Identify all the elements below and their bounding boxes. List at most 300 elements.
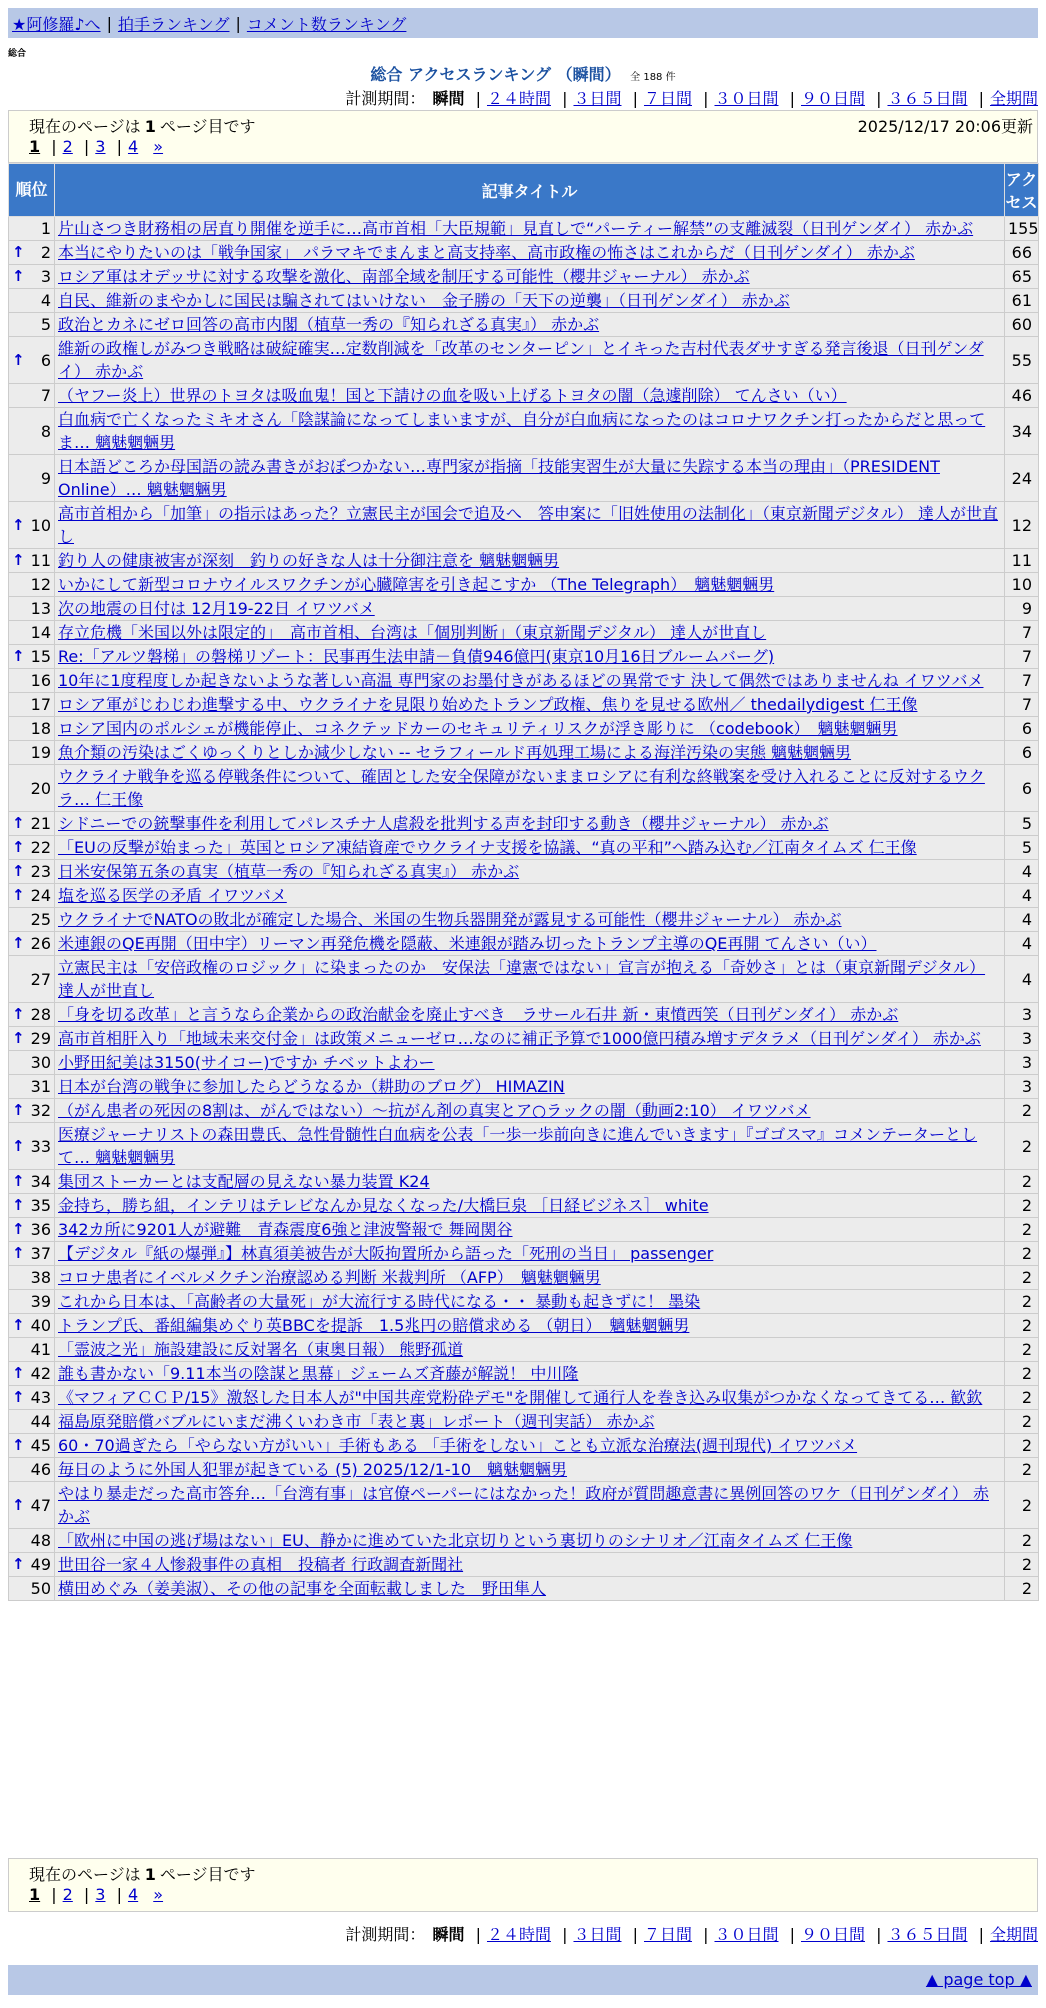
article-link[interactable]: 世田谷一家４人惨殺事件の真相 投稿者 行政調査新聞社 [58,1555,464,1574]
article-link[interactable]: 毎日のように外国人犯罪が起きている (5) 2025/12/1-10 魑魅魍魎男 [58,1460,568,1479]
rank-number: 10 [30,515,51,535]
period-current: 瞬間 [432,89,465,108]
rank-cell [9,1123,55,1170]
article-link[interactable]: 存立危機「米国以外は限定的」 高市首相、台湾は「個別判断」（東京新聞デジタル） 達人が世直し [58,623,767,642]
table-row [9,502,1039,549]
title-cell [55,717,1005,741]
rank-cell [9,1242,55,1266]
article-link[interactable]: 集団ストーカーとは支配層の見えない暴力装置 K24 [58,1172,430,1191]
rank-cell [9,621,55,645]
current-page-text: 現在のページは 1 ページ目です [29,117,256,136]
rank-number: 23 [30,862,51,881]
rank-cell [9,860,55,884]
table-row [9,860,1039,884]
rank-up-arrow-icon: ↑ [12,886,25,904]
article-link[interactable]: 日本語どころか母国語の読み書きがおぼつかない…専門家が指摘「技能実習生が大量に失踪する本当の理由」（PRESIDENT Online）… 魑魅魍魎男 [58,457,940,499]
article-link[interactable]: いかにして新型コロナウイルスワクチンが心臓障害を引き起こすか （The Telegraph） 魑魅魍魎男 [58,575,775,594]
access-count: 2 [1005,1386,1039,1410]
rank-number: 12 [30,575,51,594]
period-link-90d[interactable]: ９０日間 [800,89,865,108]
rank-cell [9,549,55,573]
access-count: 6 [1005,717,1039,741]
rank-cell [9,1051,55,1075]
article-link[interactable]: Re:「アルツ磐梯」の磐梯リゾート：民事再生法申請－負債946億円(東京10月16日ブルームバーグ) [58,647,775,666]
rank-up-arrow-icon: ↑ [12,934,25,952]
article-link[interactable]: 医療ジャーナリストの森田豊氏、急性骨髄性白血病を公表「一歩一歩前向きに進んでいきます」『ゴゴスマ』コメンテーターとして… 魑魅魍魎男 [58,1125,978,1167]
access-count: 3 [1005,1003,1039,1027]
rank-up-arrow-icon: ↑ [12,267,25,285]
rank-up-arrow-icon: ↑ [12,1172,25,1190]
article-link[interactable]: 釣り人の健康被害が深刻 釣りの好きな人は十分御注意を 魑魅魍魎男 [58,551,560,570]
table-row [9,1458,1039,1482]
article-link[interactable]: 60・70過ぎたら「やらない方がいい」手術もある 「手術をしない」ことも立派な治療法(週刊現代) イワツバメ [58,1436,858,1455]
rank-number: 48 [30,1531,51,1550]
rank-number: 6 [40,350,51,370]
table-row [9,1218,1039,1242]
table-row [9,1553,1039,1577]
title-cell [55,1242,1005,1266]
access-count: 6 [1005,765,1039,812]
title-cell [55,1458,1005,1482]
article-link[interactable]: 福島原発賠償バブルにいまだ沸くいわき市「表と裏」レポート（週刊実話） 赤かぶ [58,1412,655,1431]
article-link[interactable]: シドニーでの銃撃事件を利用してパレスチナ人虐殺を批判する声を封印する動き（櫻井ジャーナル） 赤かぶ [58,814,829,833]
title-cell [55,1218,1005,1242]
rank-up-arrow-icon: ↑ [12,1555,25,1573]
rank-number: 31 [30,1077,51,1096]
rank-up-arrow-icon: ↑ [12,1495,25,1514]
table-row [9,1434,1039,1458]
article-link[interactable]: 横田めぐみ（姜美淑）、その他の記事を全面転載しました 野田隼人 [58,1579,547,1598]
access-count: 2 [1005,1338,1039,1362]
title-cell [55,1434,1005,1458]
article-link[interactable]: 次の地震の日付は 12月19-22日 イワツバメ [58,599,375,618]
rank-number: 44 [30,1412,51,1431]
table-row [9,908,1039,932]
access-count: 7 [1005,693,1039,717]
access-count: 7 [1005,645,1039,669]
table-row [9,1482,1039,1529]
rank-cell [9,1458,55,1482]
rank-cell [9,455,55,502]
article-link[interactable]: やはり暴走だった高市答弁…「台湾有事」は官僚ペーパーにはなかった！政府が質問趣意書に異例回答のワケ（日刊ゲンダイ） 赤かぶ [58,1484,990,1526]
table-row [9,384,1039,408]
home-link[interactable]: ★阿修羅♪へ [12,14,101,34]
table-row [9,717,1039,741]
pager-link-4[interactable]: 4 [127,137,139,156]
pager-link-3[interactable]: 3 [95,137,106,156]
access-count: 65 [1005,265,1039,289]
period-link-24h[interactable]: ２４時間 [486,1925,551,1944]
rank-up-arrow-icon: ↑ [12,1005,25,1023]
rank-cell [9,597,55,621]
title-cell [55,1338,1005,1362]
title-cell [55,1290,1005,1314]
title-cell [55,241,1005,265]
rank-up-arrow-icon: ↑ [12,1136,25,1155]
article-link[interactable]: 「EUの反撃が始まった」英国とロシア凍結資産でウクライナ支援を協議、“真の平和”へ踏み込む／江南タイムズ 仁王像 [58,838,917,857]
article-link[interactable]: 高市首相から「加筆」の指示はあった？立憲民主が国会で追及へ 答申案に「旧姓使用の法制化」（東京新聞デジタル） 達人が世直し [58,504,998,546]
title-cell [55,384,1005,408]
rank-cell [9,241,55,265]
article-link[interactable]: 小野田紀美は3150(サイコー)ですか チベットよわー [58,1053,435,1072]
rank-cell [9,1434,55,1458]
access-count: 5 [1005,812,1039,836]
rank-cell [9,1170,55,1194]
table-row [9,1075,1039,1099]
access-count: 7 [1005,669,1039,693]
article-link[interactable]: 日本が台湾の戦争に参加したらどうなるか（耕助のブログ） HIMAZIN [58,1077,565,1096]
title-cell [55,741,1005,765]
table-row [9,313,1039,337]
article-link[interactable]: （がん患者の死因の8割は、がんではない）～抗がん剤の真実とア○ラックの闇（動画2:10） イワツバメ [58,1101,811,1120]
rank-cell [9,1362,55,1386]
access-count: 2 [1005,1458,1039,1482]
period-link-7d[interactable]: ７日間 [643,89,692,108]
period-link-30d[interactable]: ３０日間 [714,1925,779,1944]
table-row [9,549,1039,573]
access-count: 2 [1005,1242,1039,1266]
access-count: 46 [1005,384,1039,408]
title-cell [55,597,1005,621]
article-link[interactable]: これから日本は、「高齢者の大量死」が大流行する時代になる・・ 暴動も起きずに！ 墨染 [58,1292,701,1311]
period-selector-bottom: 計測期間： 瞬間 | ２４時間 | ３日間 | ７日間 | ３０日間 | ９０日間 | ３６５日間 | 全期間 [345,1925,1038,1944]
rank-up-arrow-icon: ↑ [12,1388,25,1406]
article-link[interactable]: 金持ち，勝ち組，インテリはテレビなんか見なくなった/大橋巨泉 ［日経ビジネス］ white [58,1196,709,1215]
rank-number: 35 [30,1196,51,1215]
period-link-all[interactable]: 全期間 [989,1925,1038,1944]
article-link[interactable]: 白血病で亡くなったミキオさん「陰謀論になってしまいますが、自分が白血病になったのはコロナワクチン打ったからだと思ってま… 魑魅魍魎男 [58,410,986,452]
period-link-90d[interactable]: ９０日間 [800,1925,865,1944]
period-selector-top: 計測期間： 瞬間 | ２４時間 | ３日間 | ７日間 | ３０日間 | ９０日間 | ３６５日間 | 全期間 [345,89,1038,108]
rank-number: 11 [30,551,51,570]
article-link[interactable]: コロナ患者にイベルメクチン治療認める判断 米裁判所 （AFP） 魑魅魍魎男 [58,1268,601,1287]
pager-current: 1 [29,1885,41,1904]
table-row [9,645,1039,669]
article-link[interactable]: 維新の政権しがみつき戦略は破綻確実…定数削減を「改革のセンターピン」とイキった吉村代表ダサすぎる発言後退（日刊ゲンダイ） 赤かぶ [58,339,984,381]
table-row [9,1266,1039,1290]
rank-number: 22 [30,838,51,857]
title-cell [55,908,1005,932]
title-cell [55,884,1005,908]
rank-cell [9,765,55,812]
article-link[interactable]: 米連銀のQE再開（田中宇）リーマン再発危機を隠蔽、米連銀が踏み切ったトランプ主導のQE再開 てんさい（い） [58,934,877,953]
rank-number: 42 [30,1364,51,1383]
rank-number: 36 [30,1220,51,1239]
article-link[interactable]: ロシア軍がじわじわ進撃する中、ウクライナを見限り始めたトランプ政権、焦りを見せる欧州／ thedailydigest 仁王像 [58,695,918,714]
table-row [9,265,1039,289]
period-link-3d[interactable]: ３日間 [573,1925,622,1944]
page-title-text: 総合 アクセスランキング （瞬間） [370,65,621,84]
title-cell [55,669,1005,693]
period-link-3d[interactable]: ３日間 [573,89,622,108]
rank-number: 28 [30,1005,51,1024]
period-link-all[interactable]: 全期間 [989,89,1038,108]
access-count: 2 [1005,1434,1039,1458]
access-count: 3 [1005,1075,1039,1099]
article-link[interactable]: 日米安保第五条の真実（植草一秀の『知られざる真実』） 赤かぶ [58,862,520,881]
rank-up-arrow-icon: ↑ [12,1101,25,1119]
rank-number: 32 [30,1101,51,1120]
rank-number: 50 [30,1579,51,1598]
header-title: 記事タイトル [55,164,1005,217]
article-link[interactable]: ロシア軍はオデッサに対する攻撃を激化、南部全域を制圧する可能性（櫻井ジャーナル） 赤かぶ [58,267,750,286]
rank-up-arrow-icon: ↑ [12,515,25,534]
article-link[interactable]: 【デジタル『紙の爆弾』】林真須美被告が大阪拘置所から語った「死刑の当日」 passenger [58,1244,714,1263]
rank-cell [9,812,55,836]
nav-separator: | [235,13,241,33]
rank-number: 13 [30,599,51,618]
pager-top: 1 | 2 | 3 | 4 » [29,137,164,156]
article-link[interactable]: ウクライナでNATOの敗北が確定した場合、米国の生物兵器開発が露見する可能性（櫻井ジャーナル） 赤かぶ [58,910,842,929]
access-count: 2 [1005,1194,1039,1218]
article-link[interactable]: 「霊波之光」施設建設に反対署名（東奥日報） 熊野孤道 [58,1340,464,1359]
article-link[interactable]: 342カ所に9201人が避難 青森震度6強と津波警報で 舞岡関谷 [58,1220,513,1239]
article-link[interactable]: 片山さつき財務相の居直り開催を逆手に…高市首相「大臣規範」見直しで“パーティー解禁”の支離滅裂（日刊ゲンダイ） 赤かぶ [58,219,974,238]
ranking-rows [9,217,1039,1601]
period-link-365d[interactable]: ３６５日間 [887,1925,968,1944]
title-cell [55,645,1005,669]
total-count: 全 188 件 [630,72,676,83]
title-cell [55,765,1005,812]
rank-cell [9,1386,55,1410]
rank-cell [9,1482,55,1529]
rank-cell [9,932,55,956]
rank-cell [9,1553,55,1577]
rank-cell [9,408,55,455]
title-cell [55,265,1005,289]
access-count: 4 [1005,860,1039,884]
rank-number: 38 [30,1268,51,1287]
table-row [9,241,1039,265]
rank-number: 18 [30,719,51,738]
rank-number: 43 [30,1388,51,1407]
rank-number: 27 [30,969,51,989]
access-count: 2 [1005,1577,1039,1601]
pager-next[interactable]: » [153,1885,164,1904]
table-row [9,597,1039,621]
article-link[interactable]: 誰も書かない「9.11本当の陰謀と黒幕」ジェームズ斉藤が解説！ 中川隆 [58,1364,579,1383]
pager-link-2[interactable]: 2 [62,137,73,156]
access-count: 55 [1005,337,1039,384]
pager-bottom: 1 | 2 | 3 | 4 » [29,1885,164,1904]
period-link-7d[interactable]: ７日間 [643,1925,692,1944]
access-count: 2 [1005,1218,1039,1242]
table-row [9,1242,1039,1266]
title-cell [55,1362,1005,1386]
access-count: 2 [1005,1099,1039,1123]
access-count: 2 [1005,1123,1039,1170]
table-row [9,1577,1039,1601]
comment-ranking-link[interactable]: コメント数ランキング [246,14,407,34]
table-row [9,956,1039,1003]
rank-cell [9,1338,55,1362]
rank-cell [9,573,55,597]
pager-link-4[interactable]: 4 [127,1885,139,1904]
title-cell [55,502,1005,549]
rank-up-arrow-icon: ↑ [12,1316,25,1334]
rank-number: 30 [30,1053,51,1072]
rank-number: 9 [40,468,51,488]
article-link[interactable]: 「欧州に中国の逃げ場はない」EU、静かに進めていた北京切りという裏切りのシナリオ／江南タイムズ 仁王像 [58,1531,853,1550]
access-count: 5 [1005,836,1039,860]
rank-up-arrow-icon: ↑ [12,350,25,369]
table-row [9,1314,1039,1338]
title-cell [55,1553,1005,1577]
period-link-30d[interactable]: ３０日間 [714,89,779,108]
access-count: 2 [1005,1170,1039,1194]
rank-number: 33 [30,1136,51,1156]
rank-up-arrow-icon: ↑ [12,1220,25,1238]
rank-number: 46 [30,1460,51,1479]
category-label: 総合 [8,49,27,59]
article-link[interactable]: 塩を巡る医学の矛盾 イワツバメ [58,886,287,905]
article-link[interactable]: トランプ氏、番組編集めぐり英BBCを提訴 1.5兆円の賠償求める （朝日） 魑魅魍魎男 [58,1316,690,1335]
article-link[interactable]: ロシア国内のポルシェが機能停止、コネクテッドカーのセキュリティリスクが浮き彫りに （codebook） 魑魅魍魎男 [58,719,898,738]
table-row [9,1362,1039,1386]
table-row [9,1051,1039,1075]
rank-number: 2 [40,243,51,262]
table-row [9,1027,1039,1051]
rank-number: 26 [30,934,51,953]
rank-cell [9,693,55,717]
rank-up-arrow-icon: ↑ [12,814,25,832]
rank-up-arrow-icon: ↑ [12,647,25,665]
title-cell [55,1529,1005,1553]
title-cell [55,1314,1005,1338]
title-cell [55,549,1005,573]
header-rank: 順位 [9,164,55,217]
access-count: 2 [1005,1482,1039,1529]
title-cell [55,860,1005,884]
title-cell [55,1075,1005,1099]
footer-bar [8,1965,1038,1995]
article-link[interactable]: （ヤフー炎上）世界のトヨタは吸血鬼！国と下請けの血を吸い上げるトヨタの闇（急遽削除） てんさい（い） [58,386,847,405]
period-link-24h[interactable]: ２４時間 [486,89,551,108]
period-current: 瞬間 [432,1925,465,1944]
rank-cell [9,669,55,693]
access-count: 2 [1005,1553,1039,1577]
article-link[interactable]: 「身を切る改革」と言うなら企業からの政治献金を廃止すべき ラサール石井 新・東憤西笑（日刊ゲンダイ） 赤かぶ [58,1005,899,1024]
table-row [9,1003,1039,1027]
rank-number: 1 [40,219,51,238]
rank-up-arrow-icon: ↑ [12,838,25,856]
table-row [9,932,1039,956]
rank-number: 21 [30,814,51,833]
table-row [9,408,1039,455]
rank-up-arrow-icon: ↑ [12,243,25,261]
pager-next[interactable]: » [153,137,164,156]
rank-cell [9,908,55,932]
rank-number: 34 [30,1172,51,1191]
access-count: 66 [1005,241,1039,265]
rank-cell [9,1218,55,1242]
title-cell [55,1482,1005,1529]
rank-cell [9,265,55,289]
rank-cell [9,337,55,384]
rank-number: 17 [30,695,51,714]
rank-up-arrow-icon: ↑ [12,1364,25,1382]
clap-ranking-link[interactable]: 拍手ランキング [117,14,230,34]
rank-number: 45 [30,1436,51,1455]
pager-link-3[interactable]: 3 [95,1885,106,1904]
rank-cell [9,1410,55,1434]
table-row [9,812,1039,836]
article-link[interactable]: 自民、維新のまやかしに国民は騙されてはいけない 金子勝の「天下の逆襲」（日刊ゲンダイ） 赤かぶ [58,291,790,310]
access-count: 61 [1005,289,1039,313]
table-row [9,693,1039,717]
rank-cell [9,1003,55,1027]
title-cell [55,812,1005,836]
period-label: 計測期間： [345,89,426,108]
article-link[interactable]: 政治とカネにゼロ回答の高市内閣（植草一秀の『知られざる真実』） 赤かぶ [58,315,600,334]
article-link[interactable]: 本当にやりたいのは「戦争国家」 パラマキでまんまと高支持率、高市政権の怖さはこれからだ（日刊ゲンダイ） 赤かぶ [58,243,915,262]
table-row [9,1410,1039,1434]
rank-cell [9,502,55,549]
rank-up-arrow-icon: ↑ [12,1436,25,1454]
title-cell [55,1027,1005,1051]
rank-cell [9,313,55,337]
title-cell [55,693,1005,717]
rank-number: 29 [30,1029,51,1048]
access-count: 2 [1005,1266,1039,1290]
title-cell [55,1194,1005,1218]
rank-number: 5 [40,315,51,334]
table-row [9,289,1039,313]
article-link[interactable]: 高市首相肝入り「地域未来交付金」は政策メニューゼロ…なのに補正予算で1000億円積み増すデタラメ（日刊ゲンダイ） 赤かぶ [58,1029,981,1048]
pager-link-2[interactable]: 2 [62,1885,73,1904]
article-link[interactable]: ウクライナ戦争を巡る停戦条件について、確固とした安全保障がないままロシアに有利な終戦案を受け入れることに反対するウクラ… 仁王像 [58,767,985,809]
nav-separator: | [106,13,112,33]
title-cell [55,217,1005,241]
rank-number: 37 [30,1244,51,1263]
article-link[interactable]: 《マフィアＣＣＰ/15》激怒した日本人が"中国共産党粉砕デモ"を開催して通行人を巻き込み収集がつかなくなってきてる… 歓欽 [58,1388,983,1407]
rank-cell [9,1290,55,1314]
rank-cell [9,1577,55,1601]
table-row [9,765,1039,812]
access-count: 4 [1005,884,1039,908]
article-link[interactable]: 立憲民主は「安倍政権のロジック」に染まったのか 安保法「違憲ではない」宣言が抱える「奇妙さ」とは（東京新聞デジタル） 達人が世直し [58,958,986,1000]
article-link[interactable]: 10年に1度程度しか起きないような著しい高温 専門家のお墨付きがあるほどの異常です 決して偶然ではありませんね イワツバメ [58,671,984,690]
access-count: 24 [1005,455,1039,502]
title-cell [55,621,1005,645]
rank-number: 41 [30,1340,51,1359]
access-count: 11 [1005,549,1039,573]
page-title [0,62,1046,85]
access-count: 60 [1005,313,1039,337]
page-top-link[interactable]: ▲ page top ▲ [925,1970,1032,1989]
title-cell [55,408,1005,455]
table-row [9,455,1039,502]
ranking-table [8,163,1039,1601]
rank-up-arrow-icon: ↑ [12,1244,25,1262]
table-row [9,1194,1039,1218]
title-cell [55,1266,1005,1290]
table-row [9,1386,1039,1410]
rank-up-arrow-icon: ↑ [12,1196,25,1214]
access-count: 2 [1005,1362,1039,1386]
access-count: 4 [1005,908,1039,932]
top-nav-bar [8,8,1038,38]
period-link-365d[interactable]: ３６５日間 [887,89,968,108]
table-row [9,1338,1039,1362]
rank-number: 20 [30,778,51,798]
rank-cell [9,884,55,908]
rank-number: 49 [30,1555,51,1574]
title-cell [55,1410,1005,1434]
article-link[interactable]: 魚介類の汚染はごくゆっくりとしか減少しない -- セラフィールド再処理工場による海洋汚染の実態 魑魅魍魎男 [58,743,852,762]
table-row [9,741,1039,765]
table-row [9,621,1039,645]
